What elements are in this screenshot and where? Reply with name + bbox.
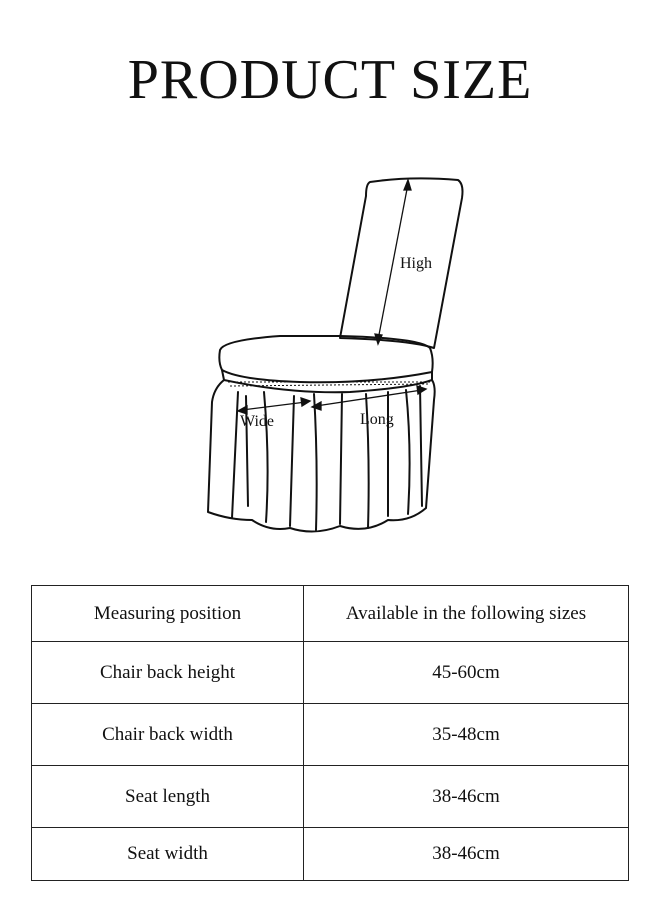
table-row xyxy=(32,704,629,766)
seat-outline xyxy=(219,336,432,382)
seat-band xyxy=(222,370,432,392)
long-label: Long xyxy=(360,411,394,428)
table-header-row xyxy=(32,586,629,642)
row-position: Seat length xyxy=(32,766,304,828)
row-position: Chair back width xyxy=(32,704,304,766)
header-available-sizes: Available in the following sizes xyxy=(304,586,629,642)
table-row xyxy=(32,642,629,704)
row-size: 38-46cm xyxy=(304,828,629,881)
wide-label: Wide xyxy=(240,413,275,430)
row-size: 38-46cm xyxy=(304,766,629,828)
header-measuring-position: Measuring position xyxy=(32,586,304,642)
row-position: Chair back height xyxy=(32,642,304,704)
table-row xyxy=(32,766,629,828)
row-size: 45-60cm xyxy=(304,642,629,704)
chair-cover-illustration xyxy=(190,170,480,540)
row-position: Seat width xyxy=(32,828,304,881)
size-table xyxy=(31,585,629,881)
row-size: 35-48cm xyxy=(304,704,629,766)
page-title: PRODUCT SIZE xyxy=(127,49,533,111)
high-label: High xyxy=(400,255,432,272)
wide-arrow xyxy=(242,402,306,410)
table-row xyxy=(32,828,629,881)
